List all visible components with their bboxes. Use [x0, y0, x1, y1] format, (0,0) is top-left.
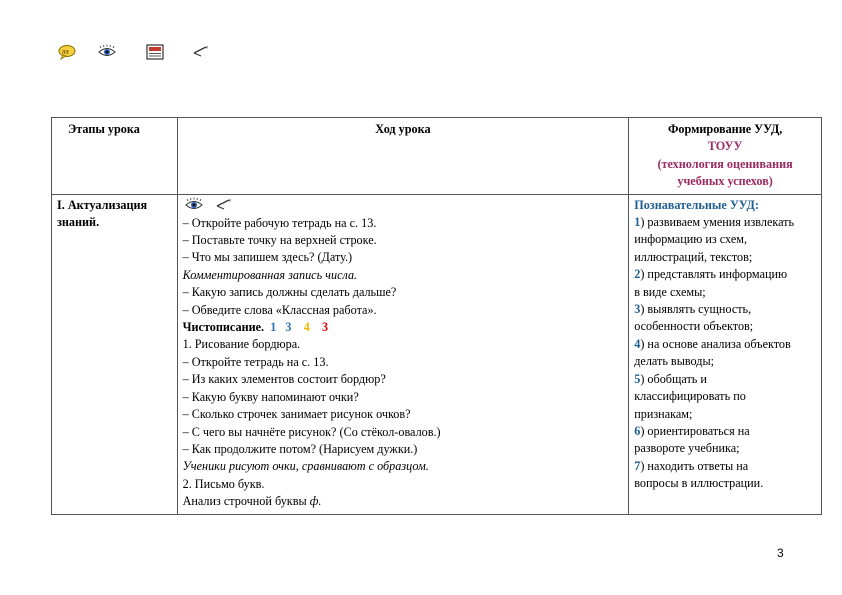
uud-text: вопросы в иллюстрации.	[634, 476, 764, 491]
course-icons	[183, 197, 624, 215]
course-line: – Что мы запишем здесь? (Дату.)	[182, 250, 353, 265]
uud-item	[634, 458, 816, 475]
notebook-icon	[146, 44, 164, 60]
uud-item	[634, 266, 816, 283]
uud-num: 7	[634, 458, 641, 473]
course-line: – Обведите слова «Классная работа».	[182, 302, 377, 317]
eye-icon	[98, 44, 116, 60]
uud-text: ) ориентироваться на	[640, 423, 750, 438]
header-uud-line4: учебных успехов)	[677, 174, 773, 189]
calligraphy-label: Чистописание.	[182, 320, 265, 335]
header-stage: Этапы урока	[52, 118, 178, 195]
uud-text: ) представлять информацию	[640, 267, 788, 282]
uud-text: ) на основе анализа объектов	[640, 336, 791, 351]
uud-num: 5	[634, 371, 641, 386]
uud-text: ) обобщать и	[640, 371, 707, 386]
uud-text: ) находить ответы на	[640, 458, 749, 473]
uud-text: в виде схемы;	[634, 284, 706, 299]
course-line-analysis	[183, 493, 624, 510]
course-line: Ученики рисуют очки, сравнивают с образцом.	[182, 459, 429, 474]
speech-icon	[58, 44, 76, 60]
course-line: – Какую букву напоминают очки?	[182, 389, 359, 404]
stage-line1: I. Актуализация	[57, 197, 148, 212]
mark-3: 4	[303, 320, 310, 335]
stage-line2: знаний.	[57, 215, 100, 230]
uud-num: 2	[634, 267, 641, 282]
uud-cell	[629, 194, 822, 514]
course-line: – Поставьте точку на верхней строке.	[182, 233, 377, 248]
analysis-text: Анализ строчной буквы	[182, 494, 310, 509]
header-uud-line1: Формирование УУД,	[667, 122, 783, 136]
course-line: Комментированная запись числа.	[182, 267, 358, 282]
uud-text: иллюстраций, текстов;	[634, 249, 753, 264]
uud-title: Познавательные УУД:	[634, 197, 759, 212]
uud-text: классифицировать по	[634, 389, 746, 404]
calligraphy-line	[183, 319, 624, 336]
header-uud-line2: ТОУУ	[707, 139, 743, 154]
uud-num: 1	[634, 215, 641, 230]
course-line: – Сколько строчек занимает рисунок очков?	[182, 407, 411, 422]
uud-text: особенности объектов;	[634, 319, 754, 334]
analysis-letter: ф.	[309, 494, 322, 509]
uud-item	[634, 371, 816, 388]
uud-text: делать выводы;	[634, 354, 715, 369]
uud-item	[634, 336, 816, 353]
uud-num: 6	[634, 423, 641, 438]
eye-icon	[183, 197, 205, 213]
header-uud-line3: (технология оценивания	[657, 156, 793, 171]
uud-text: ) выявлять сущность,	[640, 302, 752, 317]
uud-item	[634, 301, 816, 318]
uud-text: информацию из схем,	[634, 232, 747, 247]
mark-2: 3	[285, 320, 292, 335]
course-line: 1. Рисование бордюра.	[182, 337, 301, 352]
uud-num: 4	[634, 336, 641, 351]
uud-text: признакам;	[634, 406, 693, 421]
course-line: – Как продолжите потом? (Нарисуем дужки.)	[182, 441, 418, 456]
svg-text:aa: aa	[62, 49, 69, 56]
uud-item	[634, 214, 816, 231]
table-row	[52, 194, 822, 514]
stage-cell	[52, 194, 178, 514]
course-line: – С чего вы начнёте рисунок? (Со стёкол-овалов.)	[182, 424, 441, 439]
course-line: – Какую запись должны сделать дальше?	[182, 285, 397, 300]
mark-4: 3	[321, 320, 329, 335]
header-uud	[629, 118, 822, 195]
mark-1: 1	[270, 320, 277, 335]
header-course: Ход урока	[177, 118, 629, 195]
uud-num: 3	[634, 302, 641, 317]
course-line: – Откройте тетрадь на с. 13.	[182, 354, 329, 369]
uud-item	[634, 423, 816, 440]
lesson-table	[51, 117, 822, 515]
table-header-row	[52, 118, 822, 195]
page-number: 3	[777, 546, 784, 560]
course-line: 2. Письмо букв.	[182, 476, 265, 491]
uud-text: развороте учебника;	[634, 441, 740, 456]
course-line: – Из каких элементов состоит бордюр?	[182, 372, 386, 387]
course-cell	[177, 194, 629, 514]
uud-text: ) развиваем умения извлекать	[640, 215, 795, 230]
course-line: – Откройте рабочую тетрадь на с. 13.	[182, 215, 377, 230]
pencil-icon	[192, 44, 210, 60]
pencil-icon	[215, 197, 233, 213]
